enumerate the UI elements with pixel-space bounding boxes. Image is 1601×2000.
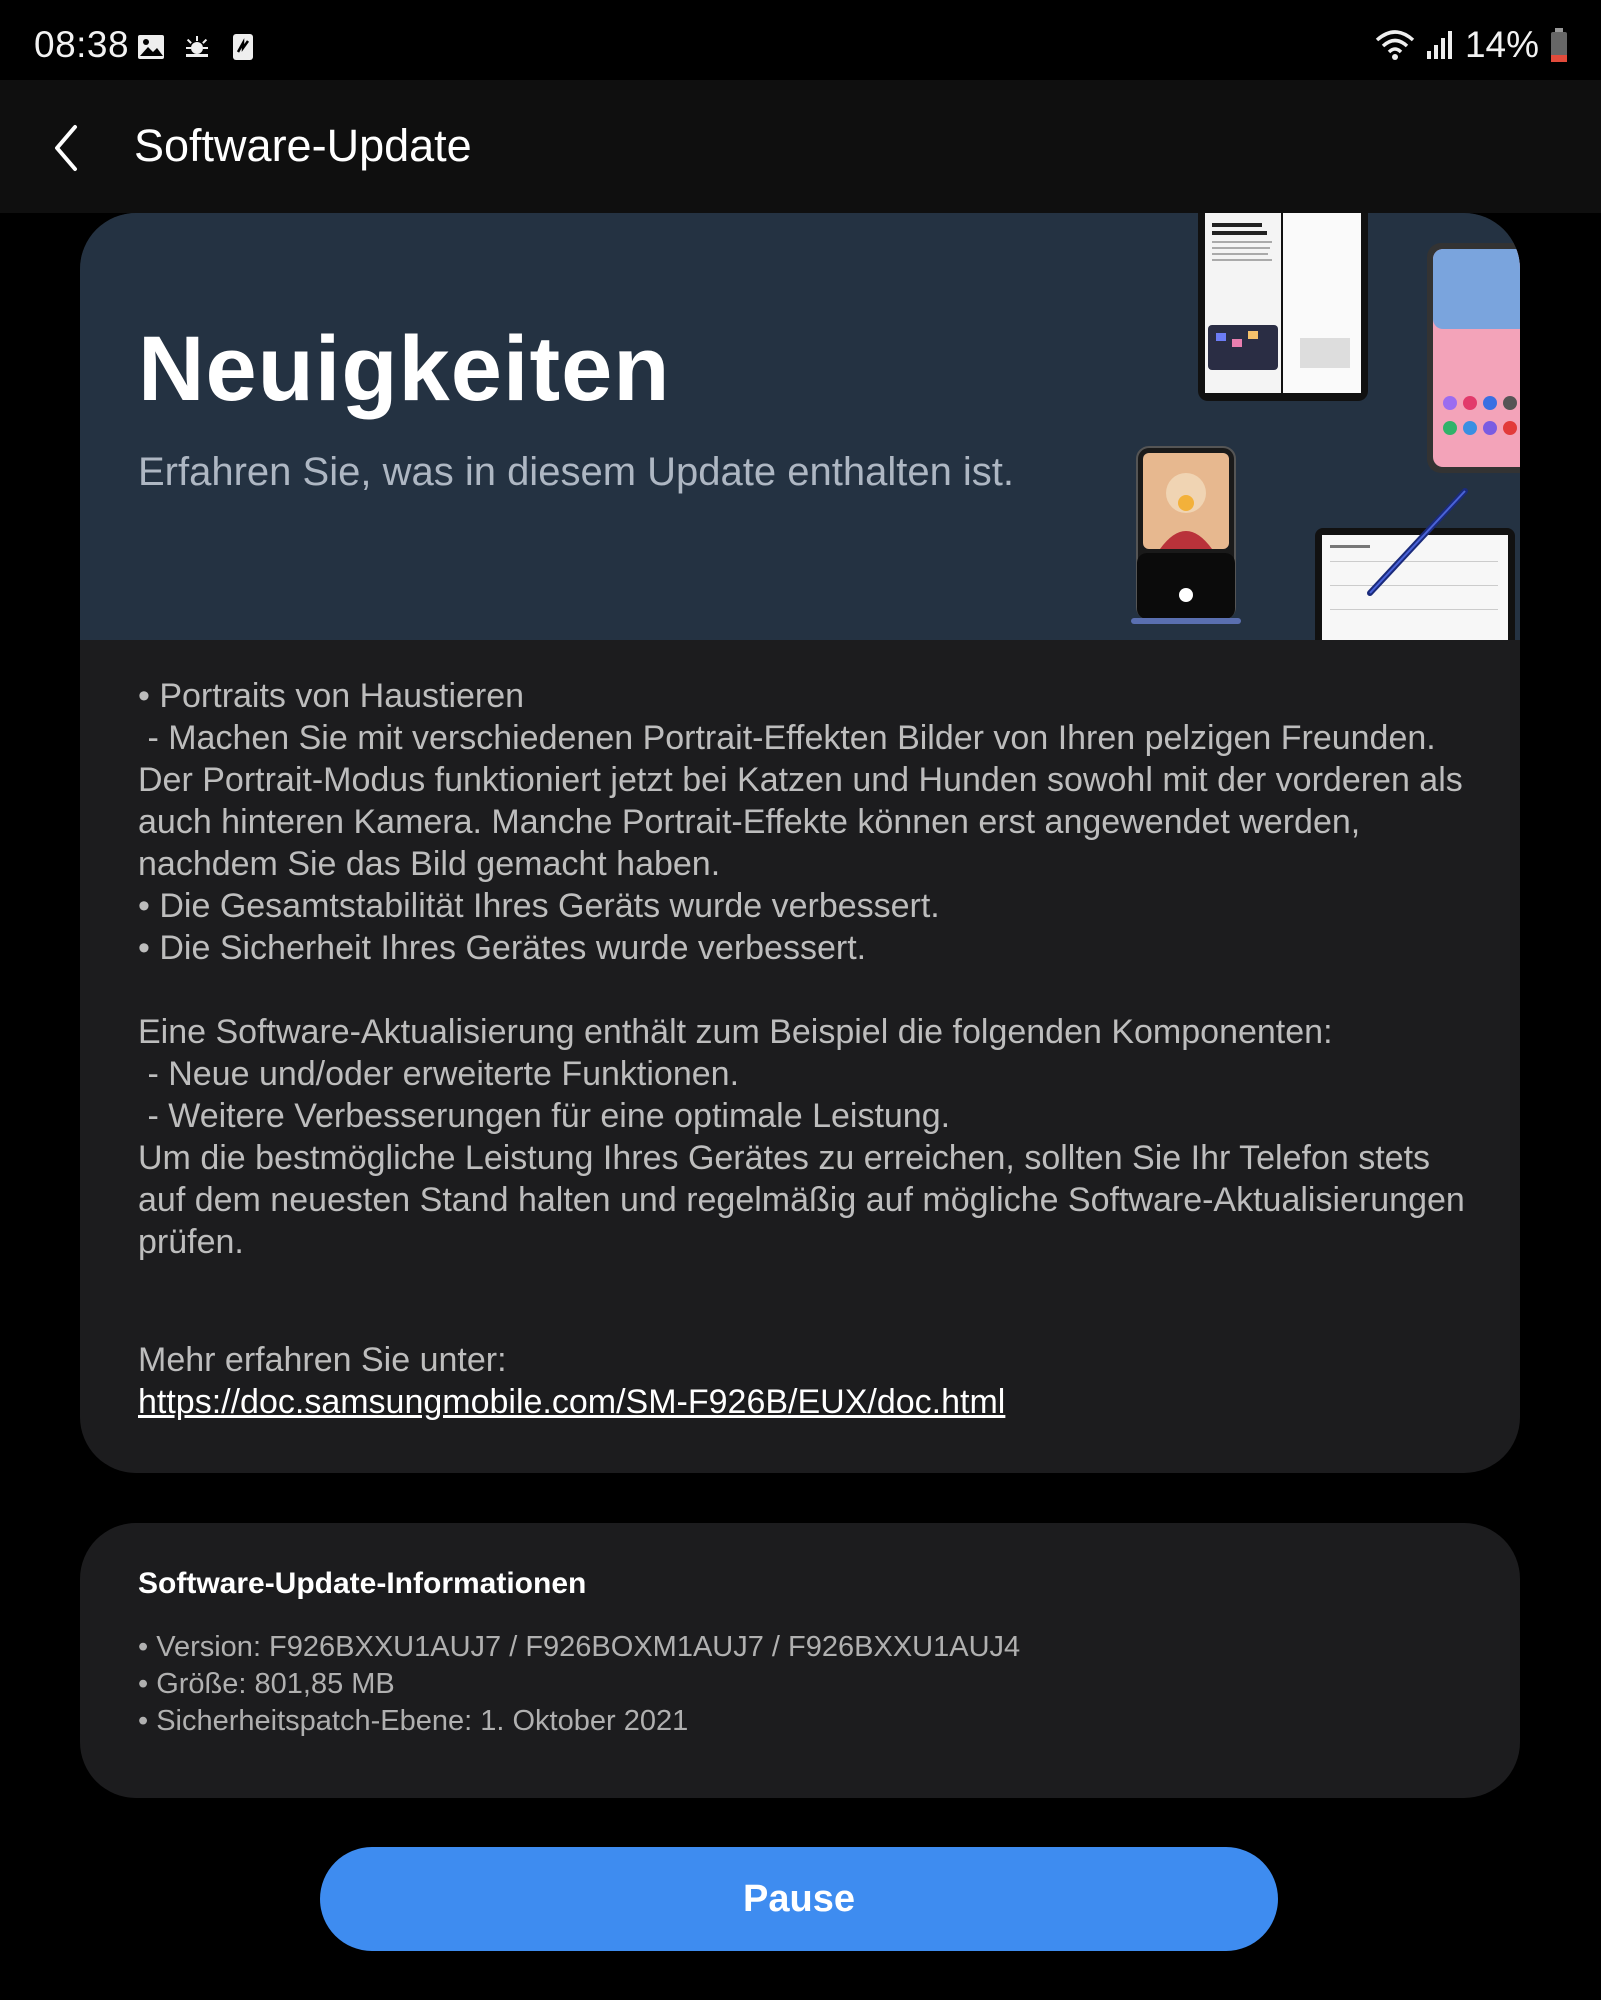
- status-left-icons: [136, 32, 258, 62]
- weather-icon: [182, 32, 212, 62]
- update-version: • Version: F926BXXU1AUJ7 / F926BOXM1AUJ7 / F926BXXU1AUJ4: [138, 1631, 1021, 1663]
- devices-illustration: [1030, 213, 1520, 640]
- status-right: [1375, 24, 1569, 66]
- battery-low-icon: [1549, 27, 1569, 63]
- update-info-card: [80, 1523, 1520, 1798]
- wifi-icon: [1375, 28, 1415, 62]
- pause-button[interactable]: Pause: [320, 1847, 1278, 1951]
- page-title: Software-Update: [134, 120, 472, 171]
- whats-new-card[interactable]: [80, 213, 1520, 1473]
- hero-banner: [80, 213, 1520, 640]
- battery-percent: 14%: [1464, 24, 1539, 65]
- gallery-icon: [136, 32, 166, 62]
- back-button[interactable]: [36, 118, 96, 178]
- release-notes: • Portraits von Haustieren - Machen Sie mit verschiedenen Portrait-Effekten Bilder von Ihren pelzigen Freunden. Der Portrait-Modus funktioniert jetzt bei Katzen und Hunden sowohl mit der vorderen als auch hinteren Kamera. Manche Portrait-Effekte können erst angewendet werden, nachdem Sie das Bild gemacht haben. • Die Gesamtstabilität Ihres Geräts wurde verbessert. • Die Sicherheit Ihres Gerätes wurde verbessert. Eine Software-Aktualisierung enthält zum Beispiel die folgenden Komponenten: - Neue und/oder erweiterte Funktionen. - Weitere Verbesserungen für eine optimale Leistung. Um die bestmögliche Leistung Ihres Gerätes zu erreichen, sollten Sie Ihr Telefon stets auf dem neuesten Stand halten und regelmäßig auf mögliche Software-Aktualisierungen prüfen.: [138, 677, 1465, 1261]
- more-info-label: Mehr erfahren Sie unter:: [138, 1341, 507, 1379]
- security-patch-level: • Sicherheitspatch-Ebene: 1. Oktober 2021: [138, 1705, 689, 1737]
- hero-subtitle: Erfahren Sie, was in diesem Update enthalten ist.: [138, 450, 1015, 494]
- update-info-title: Software-Update-Informationen: [138, 1567, 587, 1600]
- update-size: • Größe: 801,85 MB: [138, 1668, 395, 1700]
- status-bar: [0, 0, 1601, 80]
- chevron-left-icon: [49, 123, 83, 173]
- update-info-list: [138, 1629, 1020, 1740]
- status-time: 08:38: [34, 24, 130, 65]
- nfc-tag-icon: [228, 32, 258, 62]
- signal-icon: [1425, 29, 1455, 61]
- more-info-link[interactable]: https://doc.samsungmobile.com/SM-F926B/EUX/doc.html: [138, 1383, 1006, 1421]
- hero-title: Neuigkeiten: [138, 318, 671, 420]
- app-bar: [0, 80, 1601, 213]
